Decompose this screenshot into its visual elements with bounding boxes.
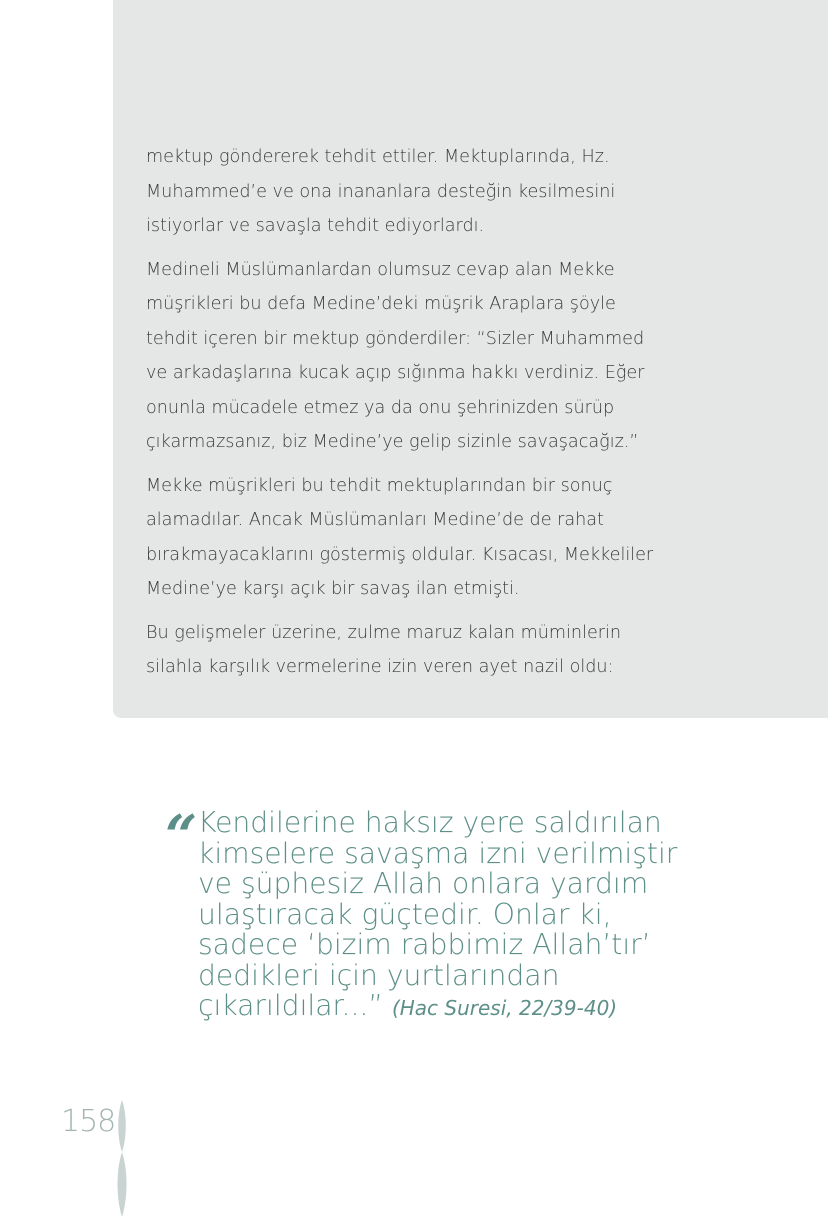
- quote-mark-icon: “: [165, 803, 192, 869]
- paragraph-4: Bu gelişmeler üzerine, zulme maruz kalan müminlerin silahla karşılık vermelerine izin veren ayet nazil oldu:: [146, 622, 622, 677]
- quote-block: [165, 803, 805, 1024]
- quote-text: [198, 808, 805, 1024]
- page-number: 158: [61, 1104, 116, 1139]
- paragraph-3: Mekke müşrikleri bu tehdit mektuplarından bir sonuç alamadılar. Ancak Müslümanları Medine’de de rahat bırakmayacaklarını göstermiş oldular. Kısacası, Mekkeliler Medine’ye karşı açık bir savaş ilan etmişti.: [146, 475, 654, 599]
- paragraph-2: Medineli Müslümanlardan olumsuz cevap alan Mekke müşrikleri bu defa Medine’deki müşrik Araplara şöyle tehdit içeren bir mektup gönderdiler: “Sizler Muhammed ve arkadaşlarına kucak açıp sığınma hakkı verdiniz. Eğer onunla mücadele etmez ya da onu şehrinizden sürüp çıkarmazsanız, biz Medine’ye gelip sizinle savaşacağız.”: [146, 259, 645, 452]
- paragraph-1: mektup göndererek tehdit ettiler. Mektuplarında, Hz. Muhammed’e ve ona inananlara desteğin kesilmesini istiyorlar ve savaşla tehdit ediyorlardı.: [146, 147, 616, 236]
- quote-citation: (Hac Suresi, 22/39-40): [391, 996, 618, 1020]
- body-text: [146, 140, 776, 694]
- quote-body: Kendilerine haksız yere saldırılan kimselere savaşma izni verilmiştir ve şüphesiz Allah onlara yardım ulaştıracak güçtedir. Onlar ki, sadece ‘bizim rabbimiz Allah’tır’ dedikleri için yurtlarından çıkarıldılar...”: [198, 806, 678, 1022]
- page-ornament-icon: [112, 1100, 132, 1217]
